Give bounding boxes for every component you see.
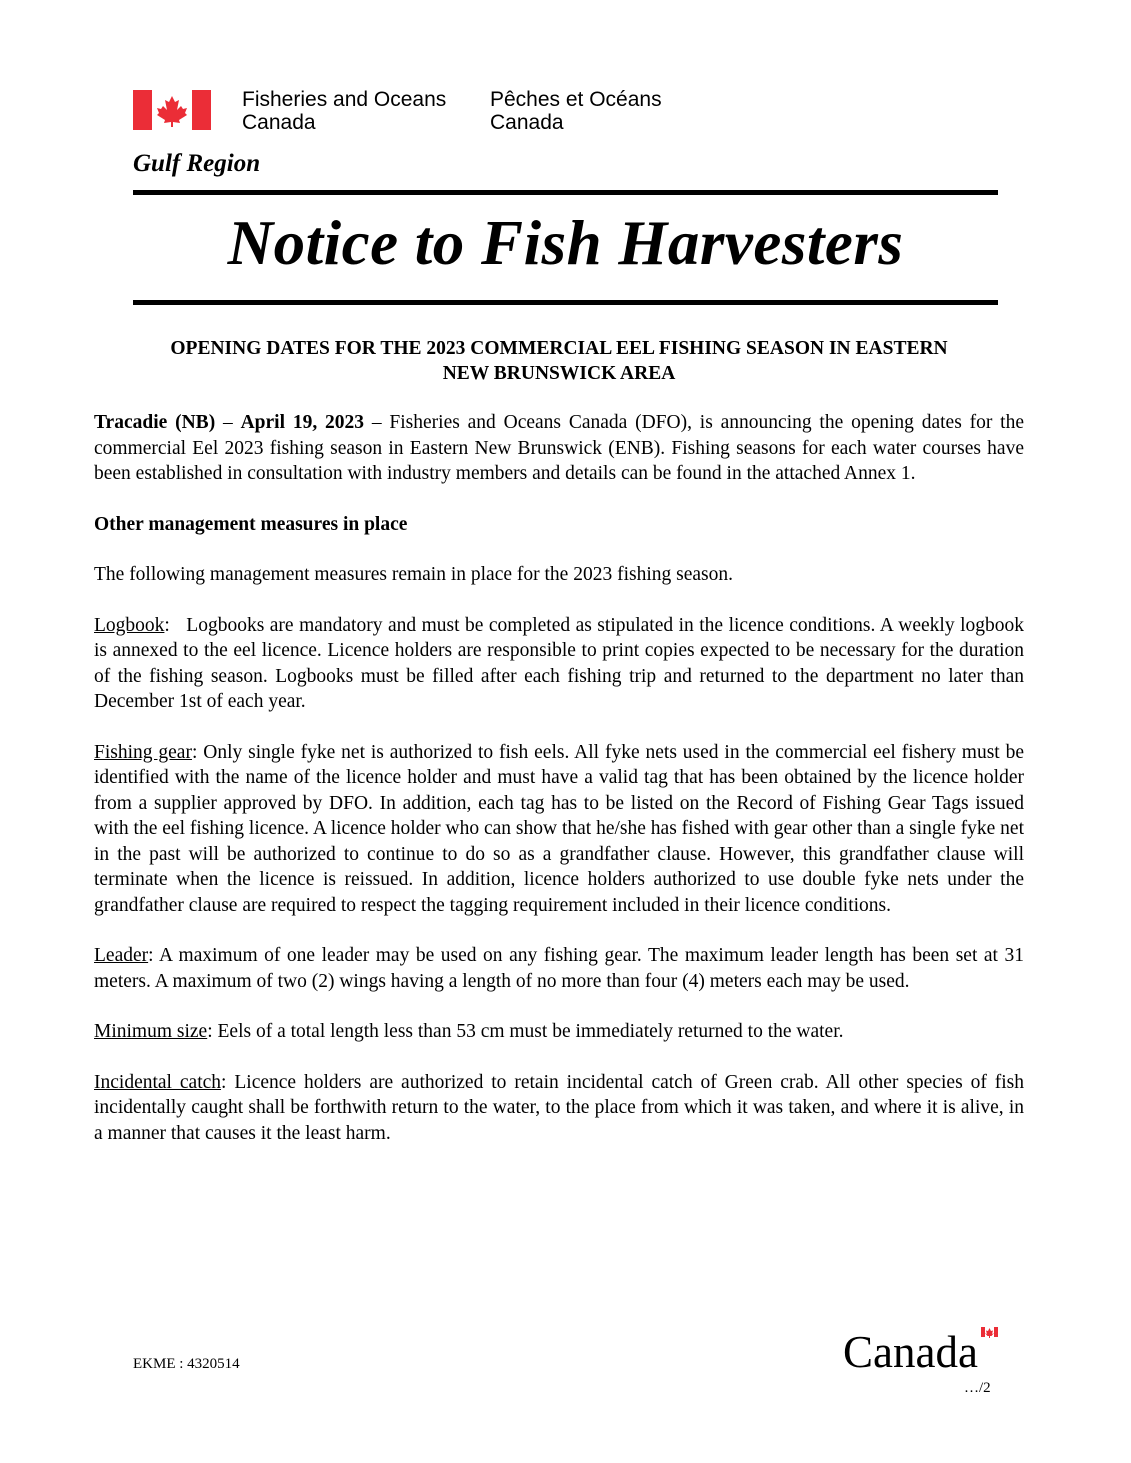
measure-text: Logbooks are mandatory and must be completed as stipulated in the licence conditions. A weekly logbook is annexed to the eel licence. Licence holders are responsible to print copies expected to be necessary for the duration of the fishing season. Logbooks must be filled after each fishing trip and returned to the department no later than December 1st of each year. — [94, 614, 1024, 712]
department-name-english-line1: Fisheries and Oceans — [242, 88, 447, 111]
notice-heading-line1: OPENING DATES FOR THE 2023 COMMERCIAL EEL FISHING SEASON IN EASTERN — [170, 338, 948, 359]
measure-label: Leader — [94, 945, 149, 966]
region-label: Gulf Region — [133, 150, 261, 177]
measure-label: Minimum size — [94, 1021, 208, 1042]
canada-wordmark-text: Canada — [843, 1327, 978, 1374]
canada-wordmark — [843, 1326, 1003, 1374]
section-heading: Other management measures in place — [94, 513, 408, 535]
measure-incidental-catch — [94, 1070, 1024, 1147]
release-date: April 19, 2023 — [240, 412, 365, 433]
measure-logbook — [94, 613, 1024, 715]
dateline-dash: – — [215, 412, 241, 433]
dateline: Tracadie (NB) — [94, 412, 216, 433]
notice-body — [94, 410, 1024, 1171]
notice-title: Notice to Fish Harvesters — [227, 208, 904, 278]
notice-heading — [94, 336, 1024, 386]
intro-paragraph — [94, 410, 1024, 487]
measure-label: Logbook — [94, 614, 165, 636]
measures-intro: The following management measures remain in place for the 2023 fishing season. — [94, 564, 733, 585]
intro-text: Fisheries and Oceans Canada (DFO), is announcing the opening dates for the commercial Eel 2023 fishing season in Eastern New Brunswick (ENB). Fishing seasons for each water courses have been established in consultation with industry members and details can be found in the attached Annex 1. — [94, 412, 1024, 484]
measure-text: A maximum of one leader may be used on any fishing gear. The maximum leader length has been set at 31 meters. A maximum of two (2) wings having a length of no more than four (4) meters each may be used. — [94, 945, 1024, 992]
title-top-rule — [133, 190, 998, 195]
measure-label: Fishing gear — [94, 741, 192, 763]
measure-text: Eels of a total length less than 53 cm must be immediately returned to the water. — [217, 1021, 844, 1042]
department-name-english — [242, 88, 446, 134]
measure-separator: : — [207, 1021, 218, 1042]
ekme-number: EKME : 4320514 — [133, 1356, 240, 1372]
measure-fishing-gear — [94, 740, 1024, 919]
measure-text: Licence holders are authorized to retain incidental catch of Green crab. All other species of fish incidentally caught shall be forthwith return to the water, to the place from which it was taken, and where it is alive, in a manner that causes it the least harm. — [94, 1071, 1024, 1144]
page-continuation: …/2 — [964, 1380, 991, 1396]
measure-separator: : — [221, 1071, 235, 1093]
measure-separator: : — [148, 945, 159, 966]
measure-label: Incidental catch — [94, 1071, 222, 1093]
department-name-english-line2: Canada — [242, 111, 316, 134]
date-dash: – — [364, 412, 390, 433]
measure-separator: : — [191, 741, 204, 763]
measure-text: Only single fyke net is authorized to fish eels. All fyke nets used in the commercial eel fishery must be identified with the name of the licence holder and must have a valid tag that has been obtained by the licence holder from a supplier approved by DFO. In addition, each tag has to be listed on the Record of Fishing Gear Tags issued with the eel fishing licence. A licence holder who can show that he/she has fished with gear other than a single fyke net in the past will be authorized to continue to do so as a grandfather clause. However, this grandfather clause will terminate when the licence is reissued. In addition, licence holders authorized to use double fyke nets under the grandfather clause are required to respect the tagging requirement included in their licence conditions. — [94, 741, 1024, 916]
department-name-french-line2: Canada — [490, 111, 564, 134]
title-bottom-rule — [133, 300, 998, 305]
department-name-french-line1: Pêches et Océans — [490, 88, 662, 111]
notice-heading-line2: NEW BRUNSWICK AREA — [442, 363, 676, 384]
measure-leader — [94, 943, 1024, 994]
measure-minimum-size — [94, 1019, 1024, 1045]
department-name-french — [490, 88, 662, 134]
canada-flag-icon — [133, 90, 211, 130]
measure-separator: : — [164, 614, 187, 636]
